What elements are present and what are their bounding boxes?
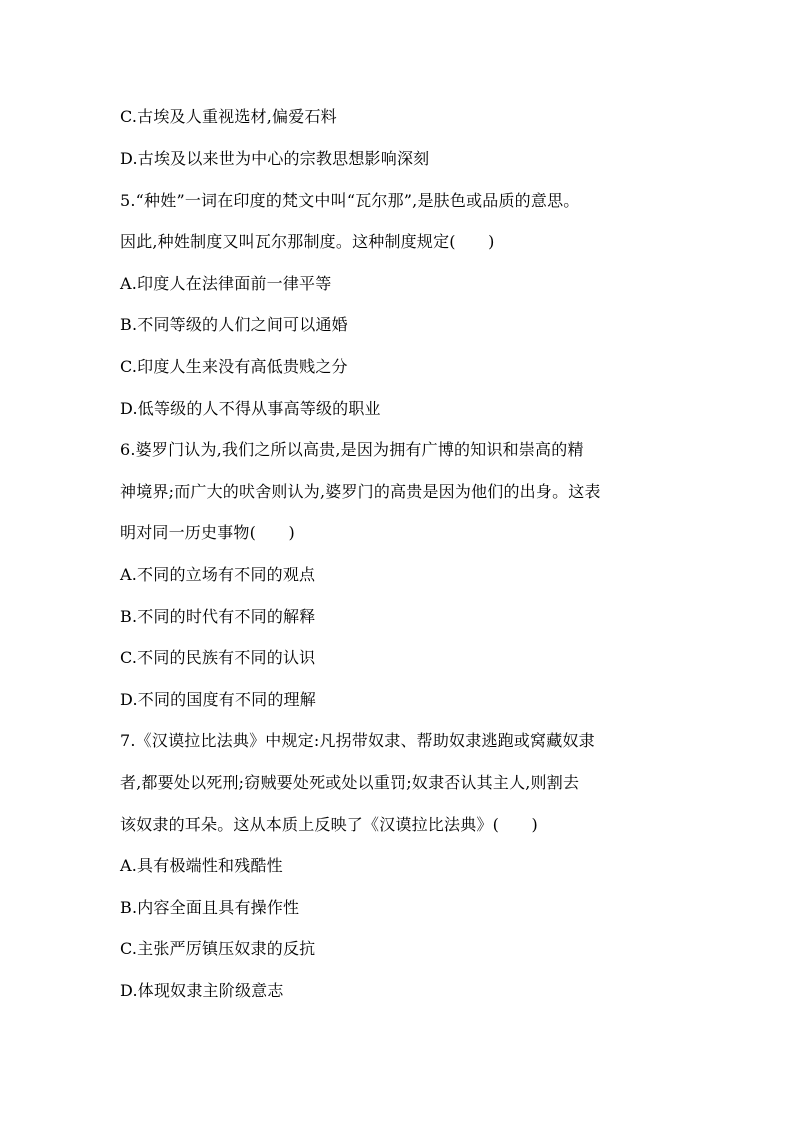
q6-stem-line2: 神境界;而广大的吠舍则认为,婆罗门的高贵是因为他们的出身。这表 [120, 482, 601, 501]
q6-option-b: B.不同的时代有不同的解释 [120, 607, 316, 626]
q5-stem-line1: 5.“种姓”一词在印度的梵文中叫“瓦尔那”,是肤色或品质的意思。 [120, 191, 580, 210]
q5-option-c: C.印度人生来没有高低贵贱之分 [120, 357, 348, 376]
q7-option-c: C.主张严厉镇压奴隶的反抗 [120, 939, 316, 958]
q7-option-a: A.具有极端性和残酷性 [120, 856, 283, 875]
q6-option-a: A.不同的立场有不同的观点 [120, 565, 316, 584]
q7-stem-line1: 7.《汉谟拉比法典》中规定:凡拐带奴隶、帮助奴隶逃跑或窝藏奴隶 [120, 731, 595, 750]
q4-option-c: C.古埃及人重视选材,偏爱石料 [120, 107, 337, 126]
q6-option-d: D.不同的国度有不同的理解 [120, 690, 316, 709]
q5-option-d: D.低等级的人不得从事高等级的职业 [120, 399, 381, 418]
q7-option-d: D.体现奴隶主阶级意志 [120, 981, 284, 1000]
q6-stem-line1: 6.婆罗门认为,我们之所以高贵,是因为拥有广博的知识和崇高的精 [120, 440, 584, 459]
q6-stem-line3: 明对同一历史事物( ) [120, 523, 295, 542]
q6-option-c: C.不同的民族有不同的认识 [120, 648, 316, 667]
q7-stem-line2: 者,都要处以死刑;窃贼要处死或处以重罚;奴隶否认其主人,则割去 [120, 773, 580, 792]
q5-stem-line2: 因此,种姓制度又叫瓦尔那制度。这种制度规定( ) [120, 232, 495, 251]
q5-option-b: B.不同等级的人们之间可以通婚 [120, 315, 348, 334]
q4-option-d: D.古埃及以来世为中心的宗教思想影响深刻 [120, 149, 430, 168]
q7-option-b: B.内容全面且具有操作性 [120, 898, 300, 917]
q5-option-a: A.印度人在法律面前一律平等 [120, 274, 332, 293]
q7-stem-line3: 该奴隶的耳朵。这从本质上反映了《汉谟拉比法典》( ) [120, 815, 538, 834]
